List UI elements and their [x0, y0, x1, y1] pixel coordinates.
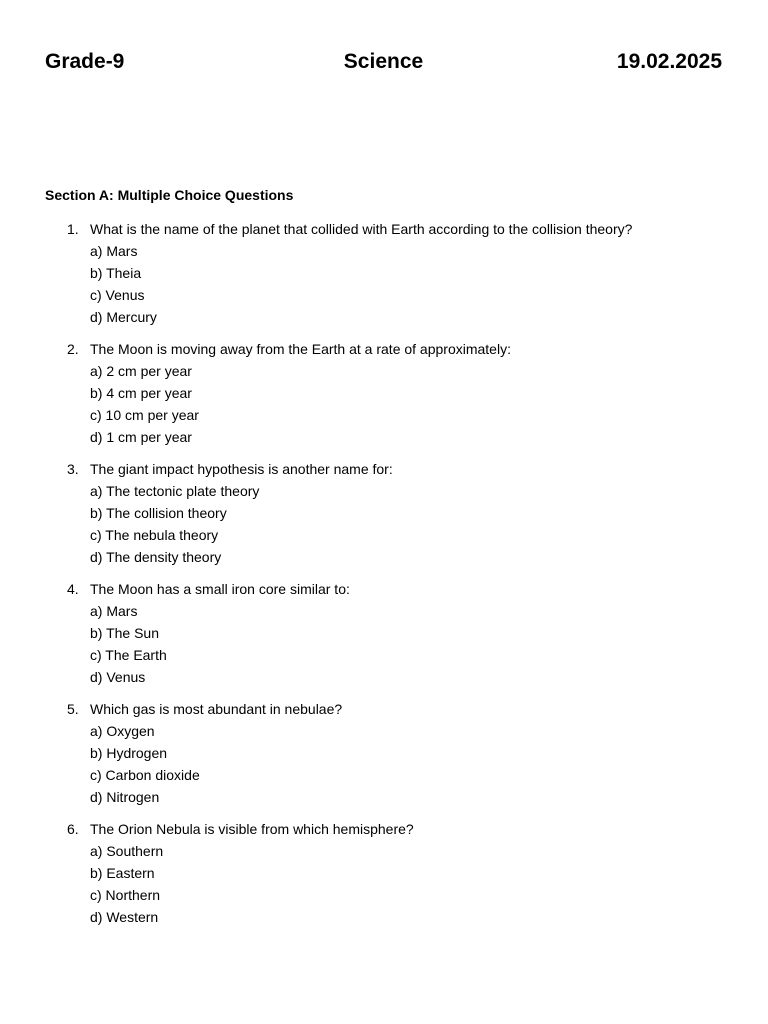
question-number: 4. [67, 581, 79, 597]
question-item [0, 818, 768, 928]
option-list [90, 720, 768, 808]
option-c: c) Northern [90, 887, 161, 903]
question-number: 3. [67, 461, 79, 477]
option-b: b) Eastern [90, 865, 155, 881]
option-d: d) The density theory [90, 549, 222, 565]
option-d: d) Venus [90, 669, 146, 685]
option-list [90, 240, 768, 328]
option-a: a) 2 cm per year [90, 363, 192, 379]
option-a: a) Mars [90, 603, 138, 619]
document-header [45, 48, 722, 76]
option-b: b) Theia [90, 265, 142, 281]
question-text: The Moon has a small iron core similar to: [90, 581, 350, 597]
question-text: The Orion Nebula is visible from which hemisphere? [90, 821, 414, 837]
question-text: What is the name of the planet that collided with Earth according to the collision theory? [90, 221, 633, 237]
option-a: a) Southern [90, 843, 164, 859]
question-item [0, 338, 768, 448]
option-c: c) Venus [90, 287, 145, 303]
option-d: d) Nitrogen [90, 789, 160, 805]
question-number: 2. [67, 341, 79, 357]
question-list [0, 218, 768, 938]
option-a: a) Mars [90, 243, 138, 259]
question-text: The giant impact hypothesis is another name for: [90, 461, 393, 477]
question-text: The Moon is moving away from the Earth at a rate of approximately: [90, 341, 511, 357]
grade-label: Grade-9 [45, 50, 125, 73]
option-d: d) Western [90, 909, 159, 925]
option-list [90, 600, 768, 688]
option-list [90, 840, 768, 928]
question-text: Which gas is most abundant in nebulae? [90, 701, 343, 717]
question-number: 6. [67, 821, 79, 837]
option-d: d) Mercury [90, 309, 157, 325]
option-c: c) Carbon dioxide [90, 767, 200, 783]
option-b: b) 4 cm per year [90, 385, 192, 401]
question-item [0, 218, 768, 328]
option-a: a) The tectonic plate theory [90, 483, 260, 499]
option-list [90, 360, 768, 448]
question-number: 5. [67, 701, 79, 717]
option-b: b) Hydrogen [90, 745, 168, 761]
exam-date: 19.02.2025 [616, 50, 722, 73]
option-c: c) The Earth [90, 647, 167, 663]
option-list [90, 480, 768, 568]
option-c: c) The nebula theory [90, 527, 219, 543]
question-item [0, 698, 768, 808]
option-d: d) 1 cm per year [90, 429, 192, 445]
question-item [0, 578, 768, 688]
question-item [0, 458, 768, 568]
option-a: a) Oxygen [90, 723, 155, 739]
question-number: 1. [67, 221, 79, 237]
section-title: Section A: Multiple Choice Questions [45, 187, 294, 203]
option-c: c) 10 cm per year [90, 407, 199, 423]
option-b: b) The collision theory [90, 505, 227, 521]
option-b: b) The Sun [90, 625, 160, 641]
subject-title: Science [343, 50, 424, 73]
